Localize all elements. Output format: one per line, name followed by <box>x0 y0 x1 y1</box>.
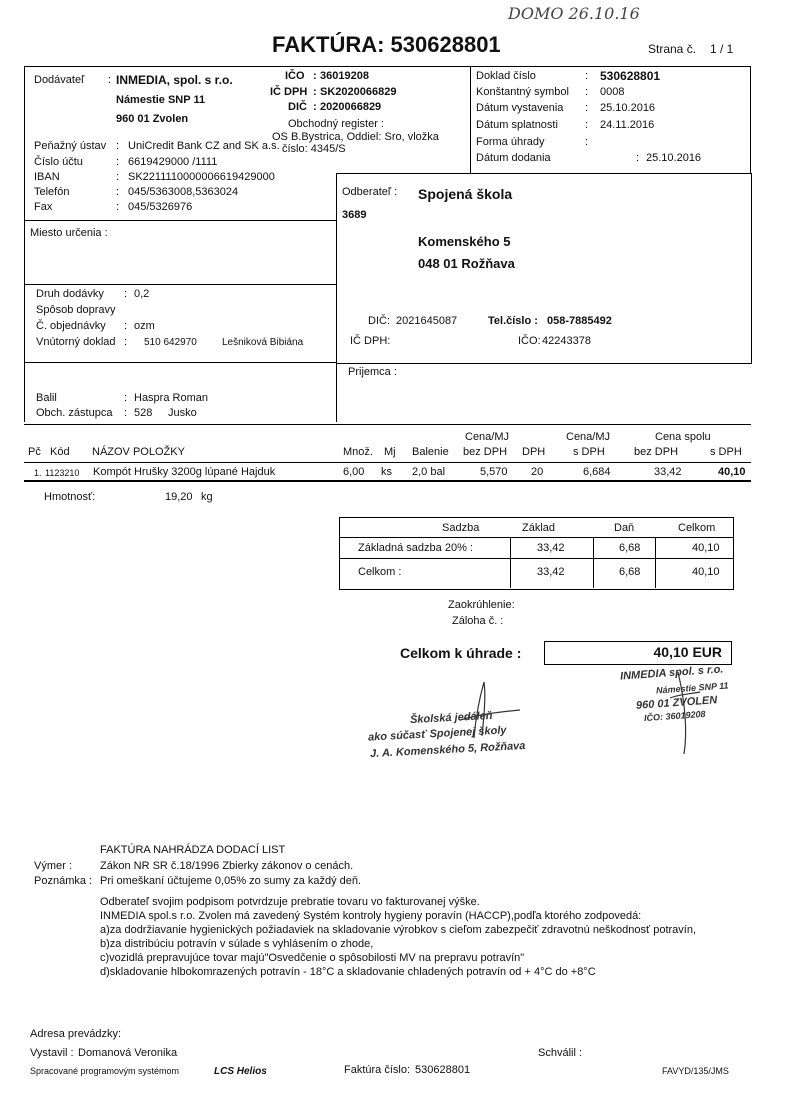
stamp-line: Školská jedáleň <box>409 709 493 727</box>
supplier-name: INMEDIA, spol. s r.o. <box>116 73 233 87</box>
customer-tel: 058-7885492 <box>547 315 612 327</box>
bank-label: Peňažný ústav <box>34 140 107 152</box>
phone-value: 045/5363008,5363024 <box>128 186 239 198</box>
register-line-1: Obchodný register : <box>288 118 384 130</box>
col-cena-mj: Cena/MJ <box>465 431 510 443</box>
col-kod: Kód <box>50 446 70 458</box>
packed-label: Balil <box>36 392 57 404</box>
supplier-icdph-label: IČ DPH <box>270 86 308 98</box>
vat-col-rate: Sadzba <box>442 522 480 534</box>
customer-tel-label: Tel.číslo : <box>488 315 538 327</box>
supplier-city: 960 01 Zvolen <box>116 113 189 125</box>
approved-label: Schválil : <box>538 1047 583 1059</box>
vat-row-tax: 6,68 <box>619 542 641 554</box>
row-nazov: Kompót Hrušky 3200g lúpané Hajduk <box>93 466 276 478</box>
footer-heading: FAKTÚRA NAHRÁDZA DODACÍ LIST <box>100 844 286 856</box>
delivery-type-label: Druh dodávky <box>36 288 104 300</box>
address-label: Adresa prevádzky: <box>30 1028 122 1040</box>
supplier-signature <box>650 668 710 758</box>
stamp-line: IČO: 36019208 <box>643 708 706 724</box>
col-nazov: NÁZOV POLOŽKY <box>92 446 185 458</box>
vat-col-tax: Daň <box>614 522 635 534</box>
account-label: Číslo účtu <box>34 156 83 168</box>
vymer-label: Výmer : <box>34 860 72 872</box>
note-text: Pri omeškaní účtujeme 0,05% zo sumy za každý deň. <box>100 875 362 887</box>
iban-label: IBAN <box>34 171 60 183</box>
total-value: 40,10 EUR <box>653 644 722 660</box>
footer-invoice: 530628801 <box>415 1064 471 1076</box>
col-spolu-s: s DPH <box>710 446 742 458</box>
customer-code: 3689 <box>342 209 367 221</box>
stamp-line: INMEDIA spol. s r.o. <box>619 663 724 683</box>
issued-by: Domanová Veronika <box>78 1047 178 1059</box>
register-line-2: OS B.Bystrica, Oddiel: Sro, vložka <box>272 131 439 143</box>
supplier-ico: 36019208 <box>320 70 369 82</box>
vat-row-tax: 6,68 <box>619 566 641 578</box>
doc-number-label: Doklad číslo <box>476 70 536 82</box>
customer-name: Spojená škola <box>418 186 513 202</box>
customer-signature <box>440 676 530 746</box>
supplier-ico-label: IČO <box>285 70 305 82</box>
terms-line-6: d)skladovanie hlbokomrazených potravín - 18°C a skladovanie chladených potravín od + 4°C do +8°C <box>100 966 596 978</box>
row-spolu-bez: 33,42 <box>654 466 682 478</box>
weight-value: 19,20 <box>165 491 193 503</box>
issue-date-label: Dátum vystavenia <box>476 102 564 114</box>
destination-label: Miesto určenia : <box>30 227 108 239</box>
supplier-dic: 2020066829 <box>320 101 382 113</box>
col-pc: Pč <box>28 446 41 458</box>
doc-number: 530628801 <box>600 69 661 83</box>
row-cena-s: 6,684 <box>583 466 611 478</box>
vat-col-total: Celkom <box>678 522 716 534</box>
vymer-text: Zákon NR SR č.18/1996 Zbierky zákonov o cenách. <box>100 860 354 872</box>
vat-col-base: Základ <box>522 522 556 534</box>
stamp-line: J. A. Komenského 5, Rožňava <box>369 739 526 761</box>
phone-label: Telefón <box>34 186 70 198</box>
stamp-line: Námestie SNP 11 <box>655 680 729 696</box>
register-line-3: číslo: 4345/S <box>282 143 346 155</box>
delivery-date-label: Dátum dodania <box>476 152 551 164</box>
weight-unit: kg <box>201 491 213 503</box>
terms-line-3: a)za dodržiavanie hygienických požiadaviek na skladovanie výrobkov s cieľom zabezpečiť zdravotnú neškodnosť potravín, <box>100 924 697 936</box>
vat-row-base: 33,42 <box>537 566 565 578</box>
row-mj: ks <box>381 466 392 478</box>
supplier-street: Námestie SNP 11 <box>116 94 206 106</box>
customer-dic: 2021645087 <box>396 315 458 327</box>
stamp-line: 960 01 ZVOLEN <box>635 694 718 712</box>
due-date: 24.11.2016 <box>600 119 655 131</box>
page-label: Strana č. <box>648 42 697 56</box>
sales-rep: Jusko <box>168 407 197 419</box>
software-name: LCS Helios <box>214 1066 267 1077</box>
customer-label: Odberateľ : <box>342 186 398 198</box>
handwritten-note: DOMO 26.10.16 <box>508 4 640 23</box>
col-cena-mj-dph: Cena/MJ <box>566 431 611 443</box>
vat-row-label: Celkom : <box>358 566 402 578</box>
col-dph: DPH <box>522 446 546 458</box>
col-cena-mj-s: s DPH <box>573 446 605 458</box>
row-spolu-s: 40,10 <box>718 466 746 478</box>
col-mnoz: Množ. <box>343 446 373 458</box>
supplier-dic-label: DIČ <box>288 101 307 113</box>
customer-dic-label: DIČ: <box>368 315 390 327</box>
delivery-date: 25.10.2016 <box>646 152 702 164</box>
internal-doc: 510 642970 <box>144 337 197 348</box>
payment-form-label: Forma úhrady <box>476 136 545 148</box>
account-value: 6619429000 /1111 <box>128 156 218 168</box>
page-number: 1 / 1 <box>710 42 734 56</box>
supplier-icdph: SK2020066829 <box>320 86 397 98</box>
customer-ico-label: IČO: <box>518 335 541 347</box>
note-label: Poznámka : <box>34 875 93 887</box>
customer-city: 048 01 Rožňava <box>418 256 515 271</box>
delivery-type: 0,2 <box>134 288 150 300</box>
sales-rep-code: 528 <box>134 407 153 419</box>
total-label: Celkom k úhrade : <box>400 645 522 661</box>
col-cena-mj-bez: bez DPH <box>463 446 508 458</box>
customer-street: Komenského 5 <box>418 234 511 249</box>
advance-label: Záloha č. : <box>452 615 504 627</box>
vat-row-total: 40,10 <box>692 566 720 578</box>
vat-row-label: Základná sadzba 20% : <box>358 542 473 554</box>
rounding-label: Zaokrúhlenie: <box>448 599 515 611</box>
order-number: ozm <box>134 320 155 332</box>
sales-rep-label: Obch. zástupca <box>36 407 113 419</box>
vat-row-base: 33,42 <box>537 542 565 554</box>
col-cena-spolu: Cena spolu <box>655 431 711 443</box>
stamp-line: ako súčasť Spojenej školy <box>367 724 507 744</box>
col-mj: Mj <box>384 446 396 458</box>
footer-invoice-label: Faktúra číslo: <box>344 1064 411 1076</box>
software-label: Spracované programovým systémom <box>30 1066 180 1076</box>
row-pc: 1. <box>34 468 42 478</box>
internal-doc-label: Vnútorný doklad <box>36 336 116 348</box>
terms-line-4: b)za distribúciu potravín v súlade s vyhlásením o zhode, <box>100 938 374 950</box>
col-spolu-bez: bez DPH <box>634 446 679 458</box>
customer-ico: 42243378 <box>542 335 591 347</box>
row-cena-bez: 5,570 <box>480 466 508 478</box>
const-symbol-label: Konštantný symbol <box>476 86 569 98</box>
terms-line-2: INMEDIA spol.s r.o. Zvolen má zavedený Systém kontroly hygieny poravín (HACCP),podľa ktorého zodpovedá: <box>100 910 642 922</box>
col-balenie: Balenie <box>412 446 449 458</box>
customer-icdph-label: IČ DPH: <box>350 335 391 347</box>
issue-date: 25.10.2016 <box>600 102 656 114</box>
terms-line-5: c)vozidlá prepravujúce tovar majú"Osvedčenie o spôsobilosti MV na prepravu potravín" <box>100 952 525 964</box>
order-number-label: Č. objednávky <box>36 320 106 332</box>
invoice-title: FAKTÚRA: 530628801 <box>272 32 501 57</box>
row-mnoz: 6,00 <box>343 466 365 478</box>
due-date-label: Dátum splatnosti <box>476 119 558 131</box>
iban-value: SK2211110000006619429000 <box>128 171 275 183</box>
terms-line-1: Odberateľ svojim podpisom potvrdzuje prebratie tovaru vo fakturovanej výške. <box>100 896 480 908</box>
fax-value: 045/5326976 <box>128 201 193 213</box>
form-code: FAVYD/135/JMS <box>662 1066 729 1076</box>
supplier-label: Dodávateľ <box>34 74 85 86</box>
row-balenie: 2,0 bal <box>412 466 446 478</box>
vat-row-total: 40,10 <box>692 542 720 554</box>
bank-value: UniCredit Bank CZ and SK a.s. <box>128 140 280 152</box>
row-kod: 1123210 <box>45 468 80 478</box>
recipient-label: Prijemca : <box>348 366 397 378</box>
issued-by-label: Vystavil : <box>30 1047 74 1059</box>
fax-label: Fax <box>34 201 53 213</box>
weight-label: Hmotnosť: <box>44 491 96 503</box>
packed-by: Haspra Roman <box>134 392 208 404</box>
row-dph: 20 <box>531 466 544 478</box>
internal-doc-person: Lešniková Bibiána <box>222 337 304 348</box>
const-symbol: 0008 <box>600 86 625 98</box>
transport-method-label: Spôsob dopravy <box>36 304 116 316</box>
